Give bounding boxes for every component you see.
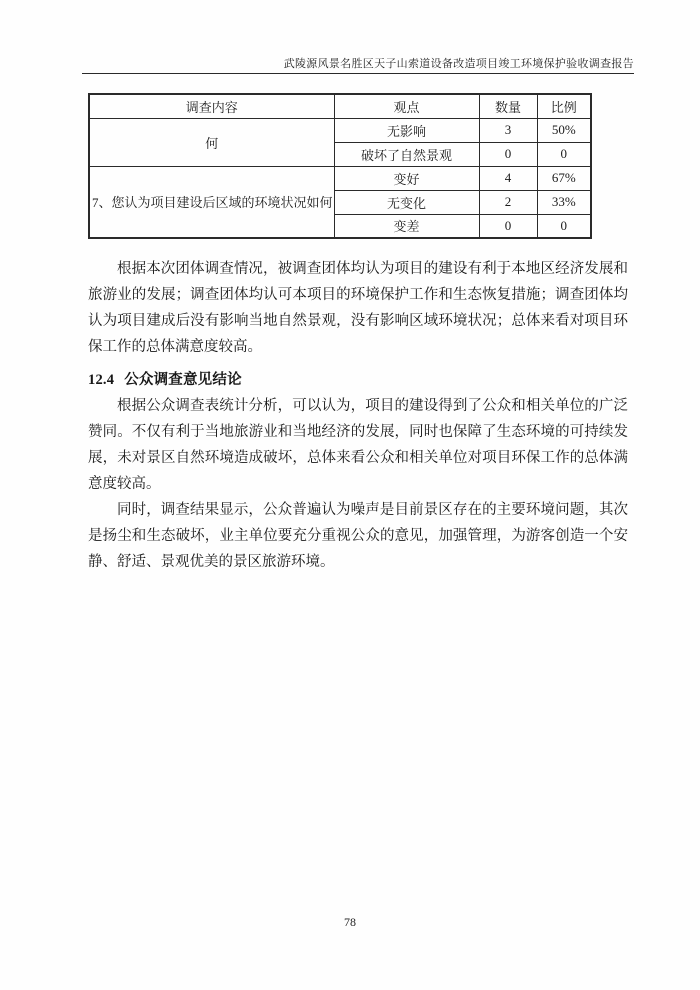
opinion-cell: 变差 — [334, 214, 479, 238]
count-cell: 2 — [479, 190, 537, 214]
count-cell: 0 — [479, 214, 537, 238]
survey-results-table — [88, 93, 592, 239]
paragraph-group-survey-summary: 根据本次团体调查情况，被调查团体均认为项目的建设有利于本地区经济发展和旅游业的发展；调查团体均认可本项目的环境保护工作和生态恢复措施；调查团体均认为项目建成后没有影响当地自然景观，没有影响区域环境状况；总体来看对项目环保工作的总体满意度较高。 — [88, 261, 628, 355]
running-header-title: 武陵源风景名胜区天子山索道设备改造项目竣工环境保护验收调查报告 — [283, 58, 634, 70]
column-header-ratio: 比例 — [537, 94, 591, 118]
column-header-count: 数量 — [479, 94, 537, 118]
ratio-cell: 67% — [537, 166, 591, 190]
table-header-row — [89, 94, 591, 118]
table-row — [89, 166, 591, 190]
section-number: 12.4 — [88, 372, 115, 388]
ratio-cell: 50% — [537, 118, 591, 142]
column-header-opinion: 观点 — [334, 94, 479, 118]
document-body — [88, 256, 628, 575]
opinion-cell: 无影响 — [334, 118, 479, 142]
section-title: 公众调查意见结论 — [124, 372, 242, 388]
opinion-cell: 变好 — [334, 166, 479, 190]
count-cell: 4 — [479, 166, 537, 190]
paragraph-public-conclusion: 根据公众调查表统计分析，可以认为，项目的建设得到了公众和相关单位的广泛赞同。不仅有利于当地旅游业和当地经济的发展，同时也保障了生态环境的可持续发展，未对景区自然环境造成破坏，总体来看公众和相关单位对项目环保工作的总体满意度较高。 — [88, 398, 628, 492]
header-rule — [82, 73, 634, 74]
ratio-cell: 33% — [537, 190, 591, 214]
count-cell: 0 — [479, 142, 537, 166]
paragraph-noise-issue: 同时，调查结果显示，公众普遍认为噪声是目前景区存在的主要环境问题，其次是扬尘和生态破坏，业主单位要充分重视公众的意见，加强管理，为游客创造一个安静、舒适、景观优美的景区旅游环境。 — [88, 502, 628, 570]
ratio-cell: 0 — [537, 142, 591, 166]
table-row — [89, 118, 591, 142]
question-cell-continued: 何 — [89, 118, 334, 166]
ratio-cell: 0 — [537, 214, 591, 238]
count-cell: 3 — [479, 118, 537, 142]
question-cell-q7: 7、您认为项目建设后区域的环境状况如何 — [89, 166, 334, 238]
page-number: 78 — [344, 915, 356, 929]
opinion-cell: 破坏了自然景观 — [334, 142, 479, 166]
opinion-cell: 无变化 — [334, 190, 479, 214]
section-heading-12-4 — [88, 367, 628, 393]
column-header-survey-content: 调查内容 — [89, 94, 334, 118]
